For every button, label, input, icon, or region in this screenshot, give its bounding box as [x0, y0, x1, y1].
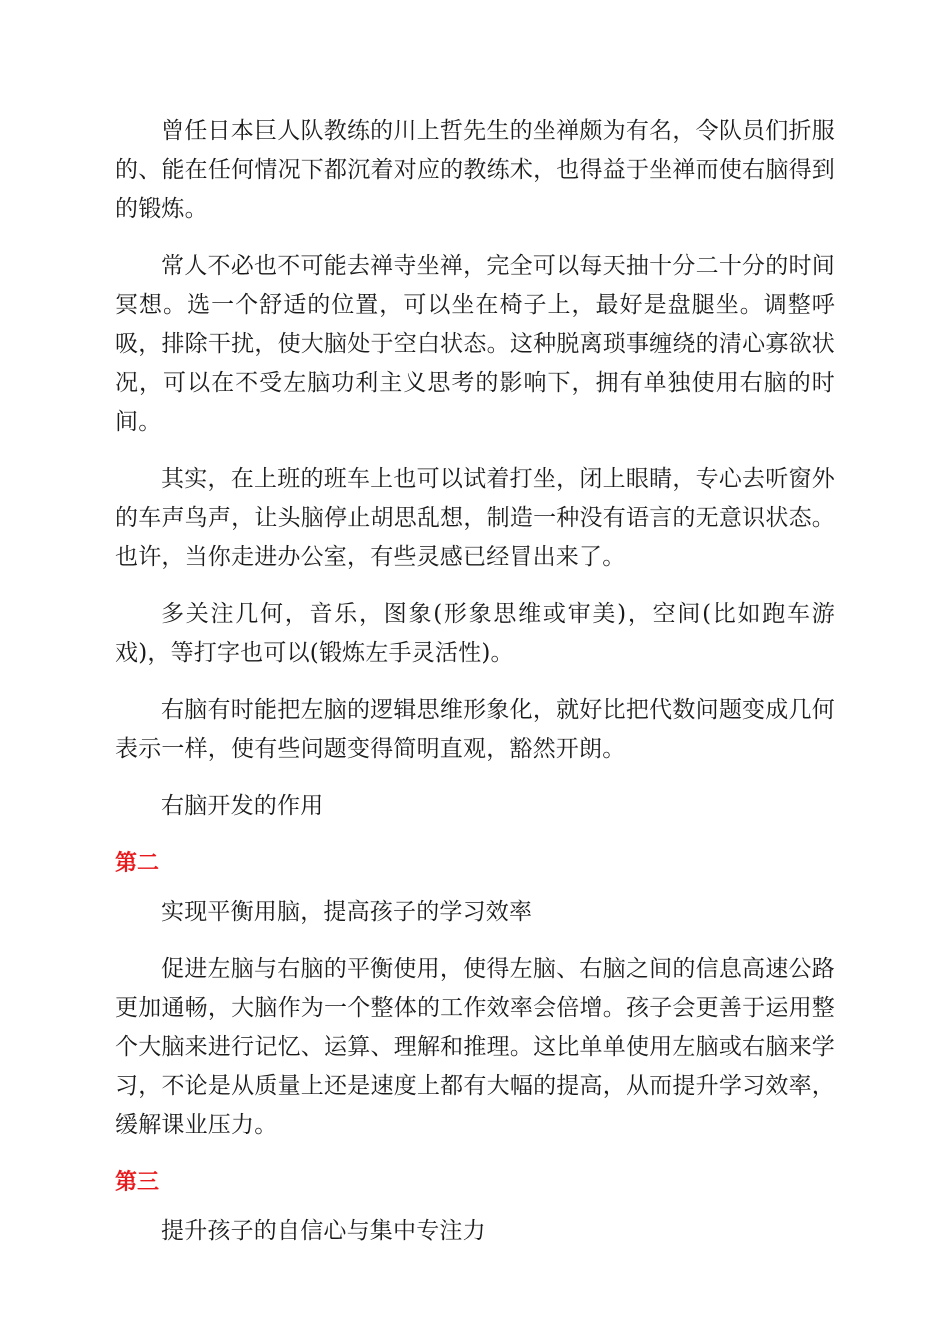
document-page: [115, 112, 835, 1269]
paragraph-zen-coach: 曾任日本巨人队教练的川上哲先生的坐禅颇为有名，令队员们折服的、能在任何情况下都沉着对应的教练术，也得益于坐禅而使右脑得到的锻炼。: [115, 118, 835, 222]
subheading-balanced-brain: 实现平衡用脑，提高孩子的学习效率: [161, 899, 533, 925]
paragraph-right-brain-visual: 右脑有时能把左脑的逻辑思维形象化，就好比把代数问题变成几何表示一样，使有些问题变得简明直观，豁然开朗。: [115, 697, 835, 762]
paragraph-geometry-music: 多关注几何，音乐，图象(形象思维或审美)，空间(比如跑车游戏)，等打字也可以(锻炼左手灵活性)。: [115, 601, 835, 666]
paragraph-balanced-brain: 促进左脑与右脑的平衡使用，使得左脑、右脑之间的信息高速公路更加通畅，大脑作为一个整体的工作效率会倍增。孩子会更善于运用整个大脑来进行记忆、运算、理解和推理。这比单单使用左脑或右脑来学习，不论是从质量上还是速度上都有大幅的提高，从而提升学习效率，缓解课业压力。: [115, 956, 835, 1138]
paragraph-meditation: 常人不必也不可能去禅寺坐禅，完全可以每天抽十分二十分的时间冥想。选一个舒适的位置，可以坐在椅子上，最好是盘腿坐。调整呼吸，排除干扰，使大脑处于空白状态。这种脱离琐事缠绕的清心寡欲状况，可以在不受左脑功利主义思考的影响下，拥有单独使用右脑的时间。: [115, 253, 835, 435]
heading-second: 第二: [115, 851, 160, 876]
subheading-confidence-focus: 提升孩子的自信心与集中专注力: [161, 1218, 486, 1244]
paragraph-commute: 其实，在上班的班车上也可以试着打坐，闭上眼睛，专心去听窗外的车声鸟声，让头脑停止胡思乱想，制造一种没有语言的无意识状态。也许，当你走进办公室，有些灵感已经冒出来了。: [115, 466, 835, 570]
section-title-right-brain-effects: 右脑开发的作用: [161, 793, 324, 819]
heading-third: 第三: [115, 1170, 160, 1195]
